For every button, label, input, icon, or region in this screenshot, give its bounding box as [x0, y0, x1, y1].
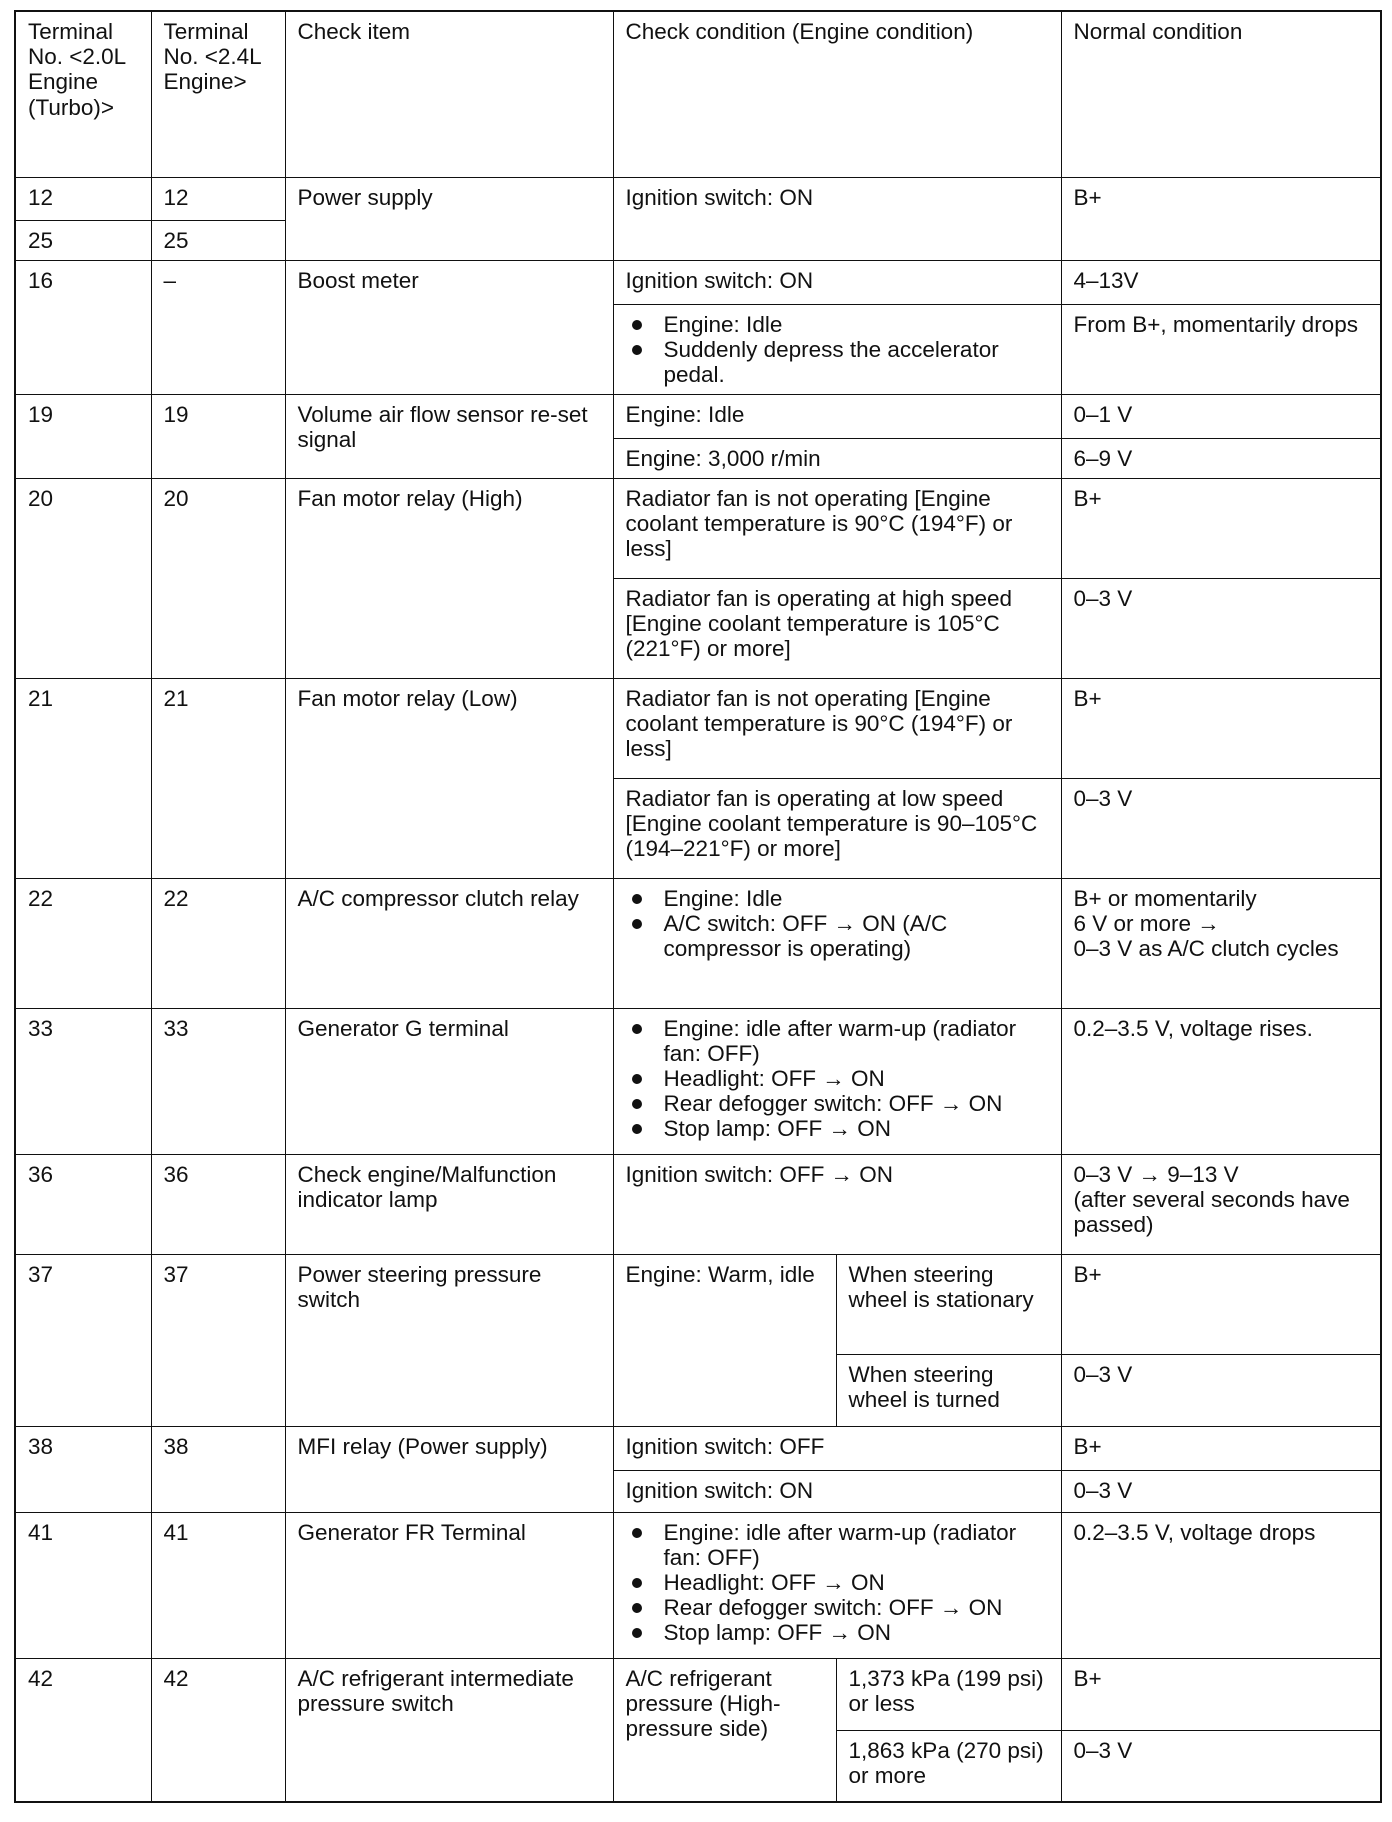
terminal-2-0l: 41 — [15, 1512, 151, 1658]
check-item: Fan motor relay (High) — [285, 478, 613, 678]
header-normal-condition: Normal condition — [1061, 11, 1381, 178]
terminal-2-0l: 42 — [15, 1658, 151, 1802]
normal-condition: 4–13V — [1061, 261, 1381, 305]
list-item: Rear defogger switch: OFF → ON — [626, 1091, 1051, 1116]
header-row — [15, 11, 1381, 178]
normal-condition: B+ — [1061, 478, 1381, 578]
terminal-2-0l: 33 — [15, 1008, 151, 1154]
check-condition — [613, 305, 1061, 395]
check-item: A/C compressor clutch relay — [285, 878, 613, 1008]
check-sub-condition: When steering wheel is turned — [836, 1354, 1061, 1426]
list-item: Stop lamp: OFF → ON — [626, 1620, 1051, 1645]
normal-line: 6 V or more → — [1073, 910, 1220, 936]
check-condition: Ignition switch: ON — [613, 1470, 1061, 1512]
condition-list — [626, 1016, 1051, 1142]
normal-condition: 0.2–3.5 V, voltage drops — [1061, 1512, 1381, 1658]
normal-condition: 0–3 V — [1061, 578, 1381, 678]
check-condition: Ignition switch: ON — [613, 261, 1061, 305]
check-item: Check engine/Malfunction indicator lamp — [285, 1154, 613, 1254]
header-terminal-2-0l: Terminal No. <2.0L Engine (Turbo)> — [15, 11, 151, 178]
check-condition: Radiator fan is not operating [Engine coolant temperature is 90°C (194°F) or less] — [613, 678, 1061, 778]
list-item: A/C switch: OFF → ON (A/C compressor is operating) — [626, 911, 1051, 961]
terminal-2-4l: 20 — [151, 478, 285, 678]
table-row — [15, 1512, 1381, 1658]
terminal-2-4l: 41 — [151, 1512, 285, 1658]
terminal-2-4l: 25 — [151, 221, 285, 261]
header-check-item: Check item — [285, 11, 613, 178]
list-item: Suddenly depress the accelerator pedal. — [626, 337, 1051, 387]
check-item: Generator FR Terminal — [285, 1512, 613, 1658]
check-condition: Ignition switch: OFF — [613, 1426, 1061, 1470]
table-row — [15, 1658, 1381, 1730]
check-sub-condition: 1,373 kPa (199 psi) or less — [836, 1658, 1061, 1730]
page — [14, 10, 1380, 1803]
normal-line: 0–3 V as A/C clutch cycles — [1073, 935, 1339, 961]
list-item: Engine: Idle — [626, 886, 1051, 911]
terminal-2-4l: 38 — [151, 1426, 285, 1512]
check-condition: Ignition switch: OFF → ON — [613, 1154, 1061, 1254]
header-terminal-2-4l: Terminal No. <2.4L Engine> — [151, 11, 285, 178]
table-row — [15, 178, 1381, 221]
normal-condition — [1061, 1154, 1381, 1254]
check-item: Fan motor relay (Low) — [285, 678, 613, 878]
normal-line: 0–3 V → 9–13 V — [1073, 1161, 1239, 1187]
normal-line: B+ or momentarily — [1073, 885, 1257, 911]
check-condition: Engine: Warm, idle — [613, 1254, 836, 1426]
terminal-2-4l: 12 — [151, 178, 285, 221]
table-row — [15, 1254, 1381, 1354]
header-check-condition: Check condition (Engine condition) — [613, 11, 1061, 178]
normal-condition: 0–3 V — [1061, 1470, 1381, 1512]
normal-condition — [1061, 878, 1381, 1008]
normal-condition: 0–3 V — [1061, 778, 1381, 878]
terminal-check-table — [14, 10, 1382, 1803]
condition-list — [626, 312, 1051, 388]
check-sub-condition: 1,863 kPa (270 psi) or more — [836, 1730, 1061, 1802]
table-row — [15, 478, 1381, 578]
terminal-2-0l: 21 — [15, 678, 151, 878]
check-item: MFI relay (Power supply) — [285, 1426, 613, 1512]
list-item: Engine: Idle — [626, 312, 1051, 337]
normal-condition: 0–3 V — [1061, 1354, 1381, 1426]
terminal-2-4l: – — [151, 261, 285, 395]
table-row — [15, 678, 1381, 778]
check-item: A/C refrigerant intermediate pressure switch — [285, 1658, 613, 1802]
terminal-2-0l: 16 — [15, 261, 151, 395]
check-condition: Ignition switch: ON — [613, 178, 1061, 261]
normal-condition: B+ — [1061, 1658, 1381, 1730]
normal-condition: B+ — [1061, 1254, 1381, 1354]
terminal-2-0l: 22 — [15, 878, 151, 1008]
normal-condition: From B+, momentarily drops — [1061, 305, 1381, 395]
check-sub-condition: When steering wheel is stationary — [836, 1254, 1061, 1354]
normal-condition: 0.2–3.5 V, voltage rises. — [1061, 1008, 1381, 1154]
terminal-2-4l: 36 — [151, 1154, 285, 1254]
terminal-2-4l: 37 — [151, 1254, 285, 1426]
terminal-2-0l: 19 — [15, 394, 151, 478]
list-item: Engine: idle after warm-up (radiator fan: OFF) — [626, 1016, 1051, 1066]
terminal-2-4l: 22 — [151, 878, 285, 1008]
table-row — [15, 1154, 1381, 1254]
list-item: Engine: idle after warm-up (radiator fan: OFF) — [626, 1520, 1051, 1570]
check-item: Power steering pressure switch — [285, 1254, 613, 1426]
list-item: Headlight: OFF → ON — [626, 1066, 1051, 1091]
normal-condition: 0–3 V — [1061, 1730, 1381, 1802]
table-row — [15, 1426, 1381, 1470]
normal-line: (after several seconds have passed) — [1073, 1186, 1350, 1237]
normal-condition: 6–9 V — [1061, 438, 1381, 478]
table-row — [15, 261, 1381, 305]
check-item: Power supply — [285, 178, 613, 261]
check-condition — [613, 1512, 1061, 1658]
check-condition: Radiator fan is not operating [Engine coolant temperature is 90°C (194°F) or less] — [613, 478, 1061, 578]
condition-list — [626, 886, 1051, 962]
terminal-2-0l: 36 — [15, 1154, 151, 1254]
check-condition — [613, 1008, 1061, 1154]
list-item: Headlight: OFF → ON — [626, 1570, 1051, 1595]
terminal-2-0l: 38 — [15, 1426, 151, 1512]
check-condition: A/C refrigerant pressure (High-pressure side) — [613, 1658, 836, 1802]
check-condition: Engine: 3,000 r/min — [613, 438, 1061, 478]
check-condition: Radiator fan is operating at high speed [Engine coolant temperature is 105°C (221°F) or more] — [613, 578, 1061, 678]
check-item: Volume air flow sensor re-set signal — [285, 394, 613, 478]
normal-condition: B+ — [1061, 178, 1381, 261]
terminal-2-4l: 33 — [151, 1008, 285, 1154]
check-condition: Engine: Idle — [613, 394, 1061, 438]
normal-condition: B+ — [1061, 678, 1381, 778]
normal-condition: 0–1 V — [1061, 394, 1381, 438]
table-row — [15, 1008, 1381, 1154]
normal-condition: B+ — [1061, 1426, 1381, 1470]
terminal-2-0l: 25 — [15, 221, 151, 261]
check-condition: Radiator fan is operating at low speed [Engine coolant temperature is 90–105°C (194–221°F) or more] — [613, 778, 1061, 878]
terminal-2-4l: 42 — [151, 1658, 285, 1802]
check-item: Boost meter — [285, 261, 613, 395]
terminal-2-4l: 21 — [151, 678, 285, 878]
terminal-2-0l: 12 — [15, 178, 151, 221]
condition-list — [626, 1520, 1051, 1646]
check-condition — [613, 878, 1061, 1008]
list-item: Stop lamp: OFF → ON — [626, 1116, 1051, 1141]
list-item: Rear defogger switch: OFF → ON — [626, 1595, 1051, 1620]
table-row — [15, 878, 1381, 1008]
terminal-2-4l: 19 — [151, 394, 285, 478]
table-row — [15, 394, 1381, 438]
terminal-2-0l: 20 — [15, 478, 151, 678]
check-item: Generator G terminal — [285, 1008, 613, 1154]
terminal-2-0l: 37 — [15, 1254, 151, 1426]
